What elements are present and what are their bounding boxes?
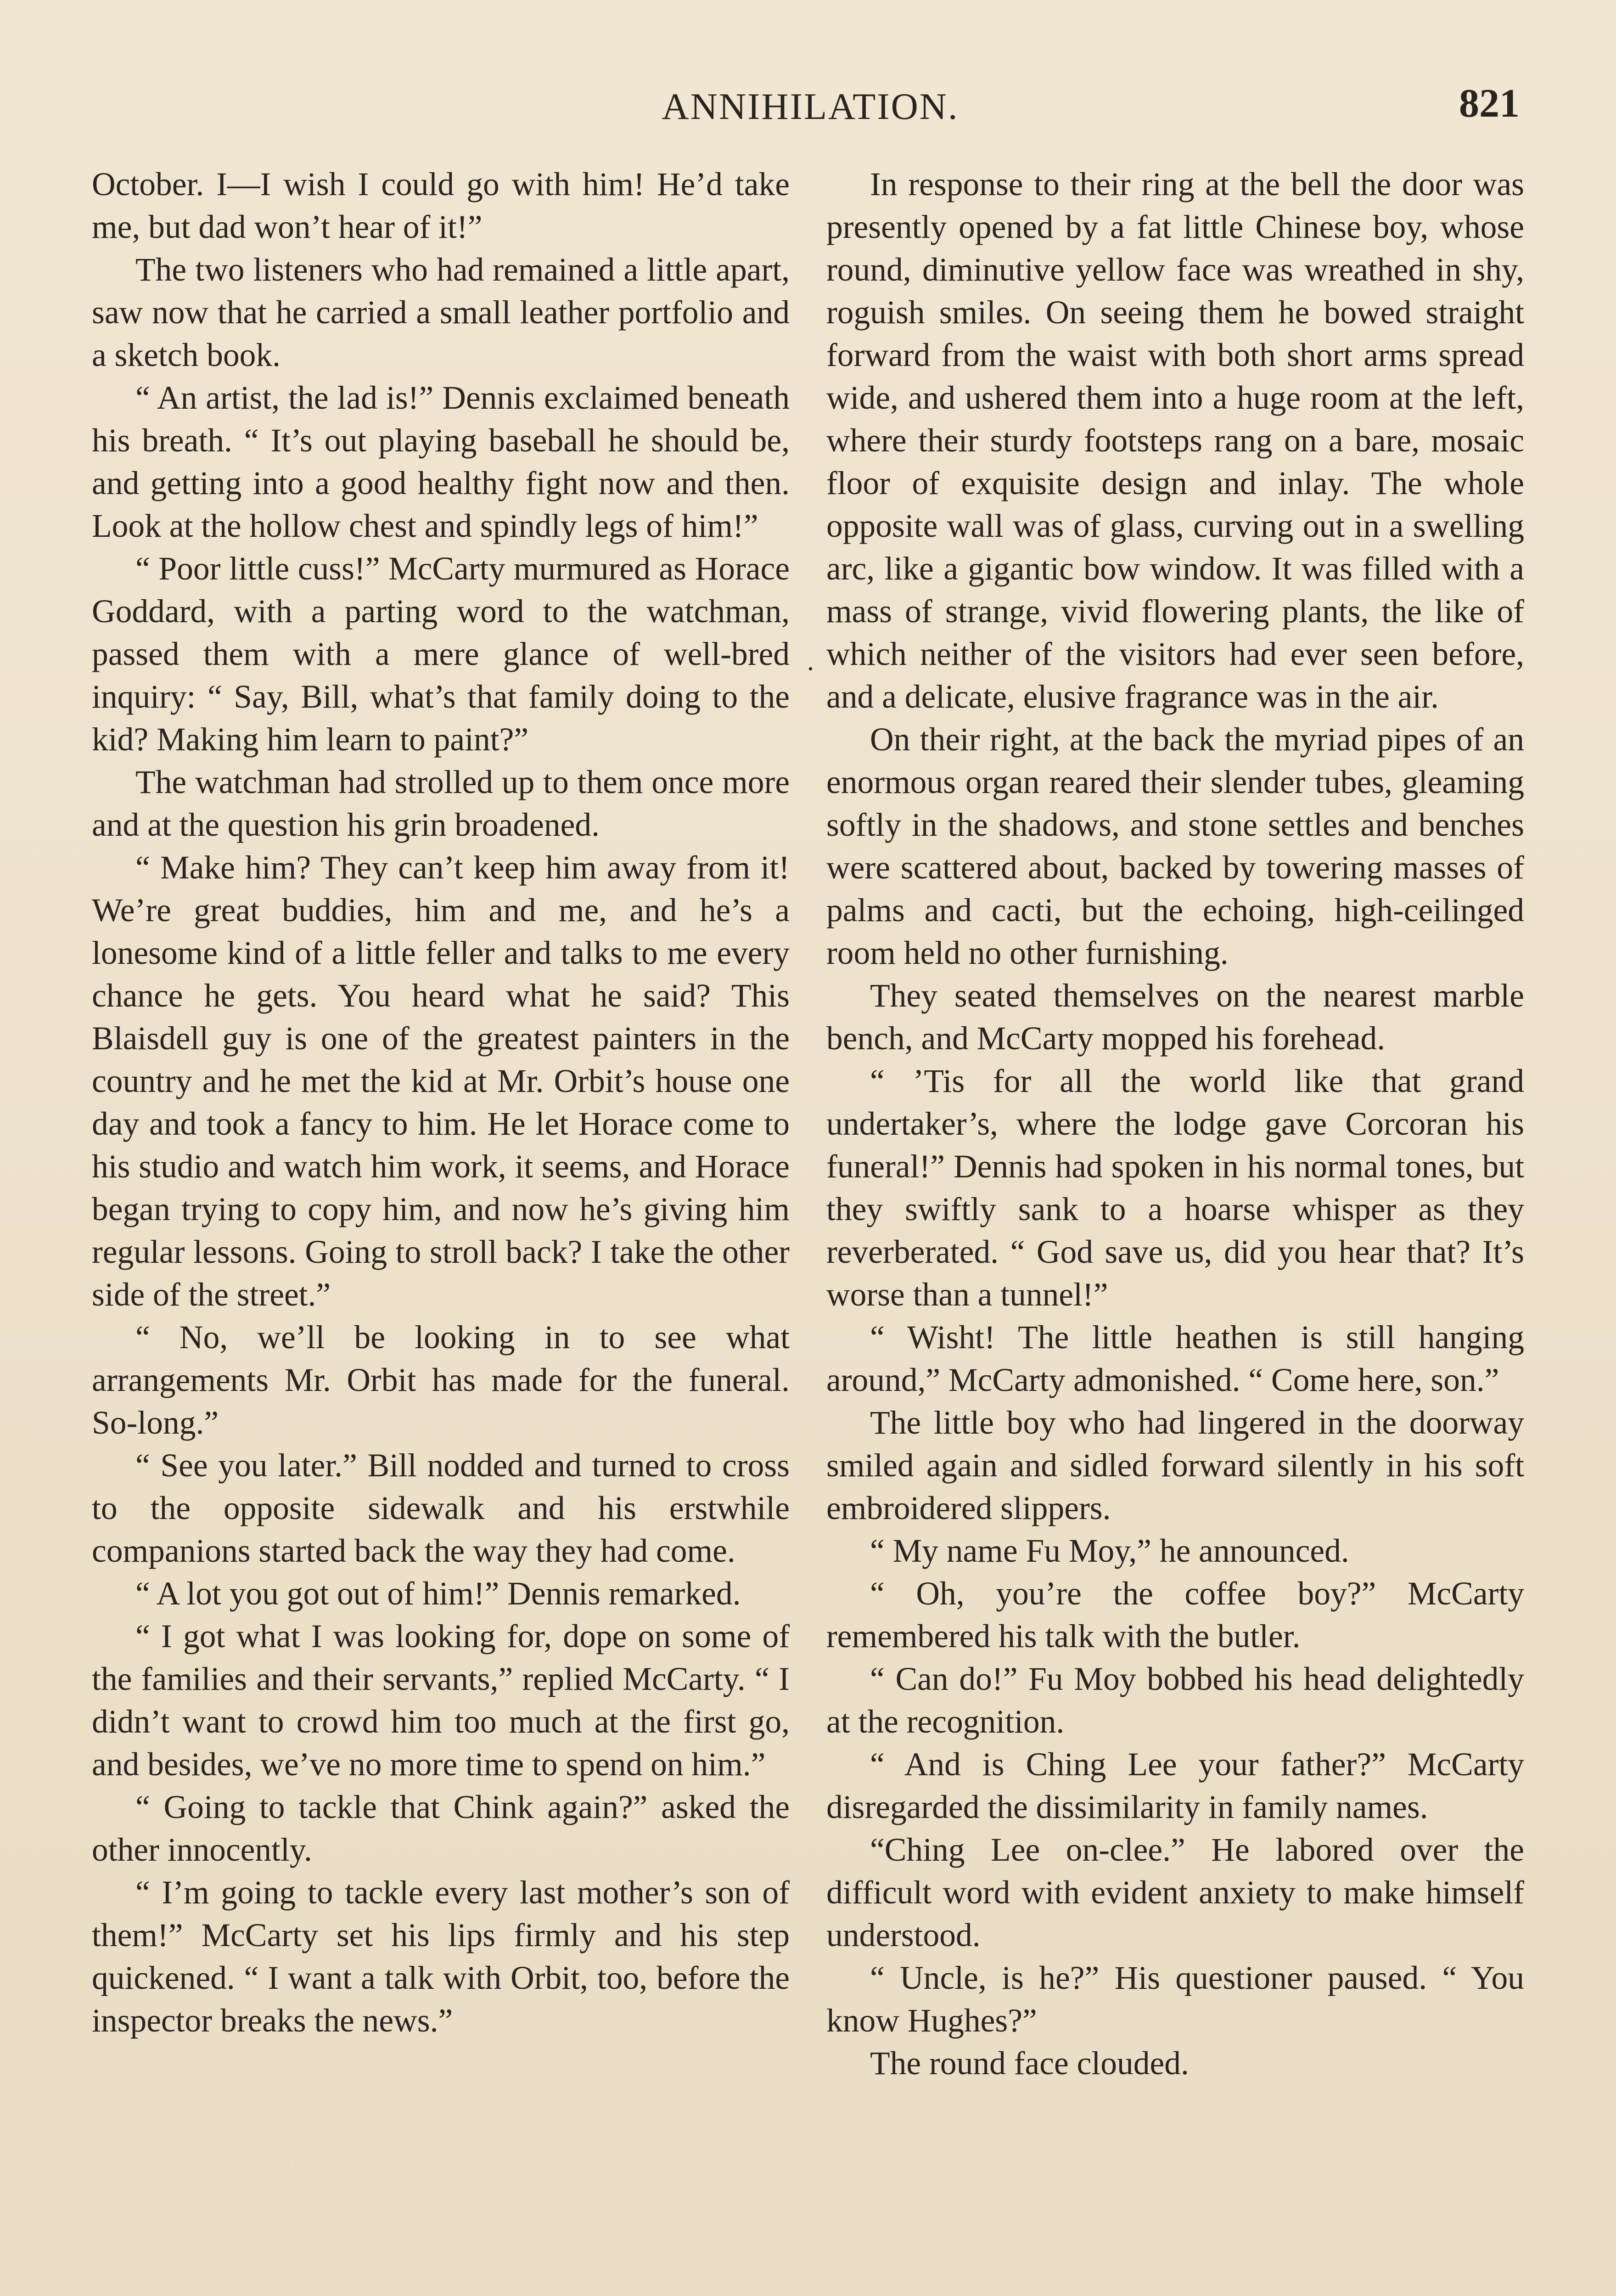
page-header [92, 80, 1529, 131]
paragraph: “ And is Ching Lee your father?” McCarty disregarded the dissimilarity in family names. [826, 1746, 1524, 1825]
paragraph: The watchman had strolled up to them once more and at the question his grin broadened. [92, 764, 790, 843]
print-speck: . [807, 646, 814, 676]
paragraph: “ Make him? They can’t keep him away from it! We’re great buddies, him and me, and he’s a lonesome kind of a little feller and talks to me every chance he gets. You heard what he said? This Blaisdell guy is one of the greatest painters in the country and he met the kid at Mr. Orbit’s house one day and took a fancy to him. He let Horace come to his studio and watch him work, it seems, and Horace began trying to copy him, and now he’s giving him regular lessons. Going to stroll back? I take the other side of the street.” [92, 850, 790, 1313]
paragraph: “ Can do!” Fu Moy bobbed his head delightedly at the recognition. [826, 1661, 1524, 1740]
paragraph: “ Oh, you’re the coffee boy?” McCarty remembered his talk with the butler. [826, 1576, 1524, 1654]
left-text-column [92, 163, 790, 2042]
right-text-column [826, 163, 1524, 2085]
running-title: ANNIHILATION. [662, 85, 959, 127]
paragraph: “ Going to tackle that Chink again?” asked the other innocently. [92, 1789, 790, 1868]
paragraph: “ I got what I was looking for, dope on some of the families and their servants,” replied McCarty. “ I didn’t want to crowd him too much at the first go, and besides, we’ve no more time to spend on him.” [92, 1618, 790, 1783]
paragraph: October. I—I wish I could go with him! He’d take me, but dad won’t hear of it!” [92, 166, 790, 245]
paragraph: The little boy who had lingered in the doorway smiled again and sidled forward silently in his soft embroidered slippers. [826, 1405, 1524, 1526]
paragraph: “ My name Fu Moy,” he announced. [870, 1533, 1349, 1569]
paragraph: “ An artist, the lad is!” Dennis exclaimed beneath his breath. “ It’s out playing baseball he should be, and getting into a good healthy fight now and then. Look at the hollow chest and spindly legs of him!” [92, 380, 790, 544]
paragraph: The two listeners who had remained a little apart, saw now that he carried a small leather portfolio and a sketch book. [92, 252, 790, 373]
paragraph: On their right, at the back the myriad pipes of an enormous organ reared their slender tubes, gleaming softly in the shadows, and stone settles and benches were scattered about, backed by towering masses of palms and cacti, but the echoing, high-ceilinged room held no other furnishing. [826, 721, 1524, 971]
paragraph: “Ching Lee on-clee.” He labored over the difficult word with evident anxiety to make himself understood. [826, 1832, 1524, 1953]
paragraph: “ Wisht! The little heathen is still hanging around,” McCarty admonished. “ Come here, son.” [826, 1319, 1524, 1398]
paragraph: “ No, we’ll be looking in to see what arrangements Mr. Orbit has made for the funeral. So-long.” [92, 1319, 790, 1441]
paragraph: “ I’m going to tackle every last mother’s son of them!” McCarty set his lips firmly and his step quickened. “ I want a talk with Orbit, too, before the inspector breaks the news.” [92, 1874, 790, 2039]
paragraph: “ A lot you got out of him!” Dennis remarked. [135, 1576, 741, 1612]
paragraph: “ Uncle, is he?” His questioner paused. “ You know Hughes?” [826, 1960, 1524, 2039]
paragraph: In response to their ring at the bell the door was presently opened by a fat little Chinese boy, whose round, diminutive yellow face was wreathed in shy, roguish smiles. On seeing them he bowed straight forward from the waist with both short arms spread wide, and ushered them into a huge room at the left, where their sturdy footsteps rang on a bare, mosaic floor of exquisite design and inlay. The whole opposite wall was of glass, curving out in a swelling arc, like a gigantic bow window. It was filled with a mass of strange, vivid flowering plants, the like of which neither of the visitors had ever seen before, and a delicate, elusive fragrance was in the air. [826, 166, 1524, 715]
paragraph: The round face clouded. [870, 2045, 1189, 2082]
paragraph: “ ’Tis for all the world like that grand undertaker’s, where the lodge gave Corcoran his funeral!” Dennis had spoken in his normal tones, but they swiftly sank to a hoarse whisper as they reverberated. “ God save us, did you hear that? It’s worse than a tunnel!” [826, 1063, 1524, 1313]
page-number: 821 [1459, 81, 1520, 126]
paragraph: They seated themselves on the nearest marble bench, and McCarty mopped his forehead. [826, 978, 1524, 1057]
paragraph: “ Poor little cuss!” McCarty murmured as Horace Goddard, with a parting word to the watchman, passed them with a mere glance of well-bred inquiry: “ Say, Bill, what’s that family doing to the kid? Making him learn to paint?” [92, 551, 790, 758]
paragraph: “ See you later.” Bill nodded and turned to cross to the opposite sidewalk and his erstwhile companions started back the way they had come. [92, 1447, 790, 1569]
